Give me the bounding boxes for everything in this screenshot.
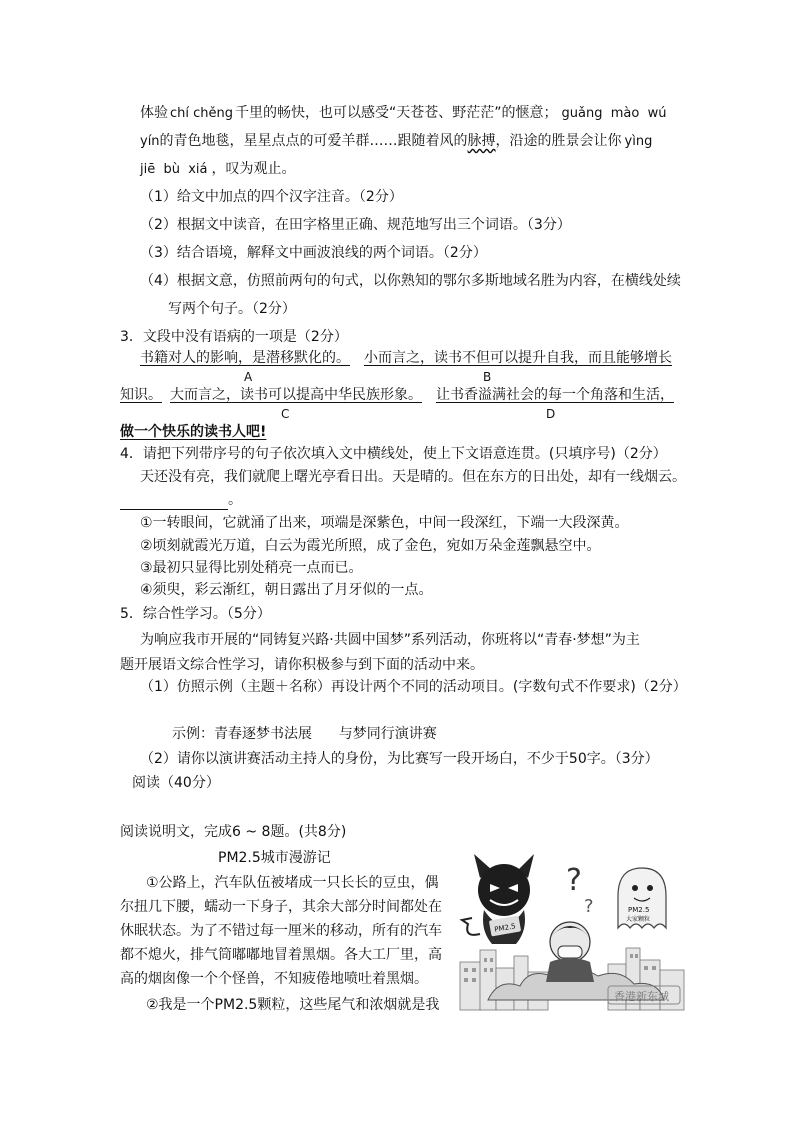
watermark-text: 香港新东城 (614, 990, 669, 1003)
q3-label-c: C (281, 407, 290, 421)
q2-text: 的青色地毯，星星点点的可爱羊群……跟随着风的 (159, 133, 468, 149)
q5-intro-1: 为响应我市开展的“同铸复兴路·共圆中国梦”系列活动，你班将以“青春·梦想”为主 (140, 632, 640, 648)
q2-text: ，沿途的胜景会让你 (495, 133, 622, 149)
devil-head (478, 864, 530, 916)
ghost-eye-left (632, 885, 638, 891)
q4-option-1: ①一转眼间，它就涌了出来，项端是深紫色，中间一段深红，下端一大段深黄。 (140, 515, 629, 531)
q3-option-c: 大而言之，读书可以提高中华民族形象。 (170, 387, 422, 403)
pinyin: yìng (624, 134, 653, 149)
question-mark-icon: ? (584, 896, 594, 917)
q5-item-2: （2）请你以演讲赛活动主持人的身份，为比赛写一段开场白，不少于50字。（3分） (140, 751, 659, 767)
q3-option-d-part1: 让书香溢满社会的每一个角落和生活， (436, 387, 674, 403)
q5-item-1: （1）仿照示例（主题＋名称）再设计两个不同的活动项目。(字数句式不作要求)（2分） (140, 679, 687, 695)
person-body (546, 958, 594, 982)
ghost-tag-2: 大家颗粒 (626, 916, 651, 923)
q3-line-2 (120, 385, 674, 405)
devil-tag: PM2.5 (493, 922, 517, 934)
p2-line-1: ②我是一个PM2.5颗粒，这些尾气和浓烟就是我 (146, 997, 440, 1013)
q4-option-2: ②顷刻就霞光万道，白云为霞光所照，成了金色，宛如万朵金莲飘悬空中。 (140, 538, 601, 554)
q3-stem: 3．文段中没有语病的一项是（2分） (120, 329, 348, 345)
article-title: PM2.5城市漫游记 (218, 850, 331, 866)
pinyin: jiē bù xiá (140, 162, 208, 177)
q3-option-d-part2: 做一个快乐的读书人吧! (120, 424, 267, 440)
q2-item-4-cont: 写两个句子。（2分） (168, 301, 296, 317)
reading-section-title: 阅读（40分） (132, 775, 220, 791)
q2-item-3: （3）结合语境，解释文中画波浪线的两个词语。（2分） (140, 245, 487, 261)
q2-passage-line-3 (140, 159, 296, 180)
q2-text: 千里的畅快，也可以感受“天苍苍、野茫茫”的惬意； (235, 105, 558, 121)
pinyin: yín (140, 134, 160, 149)
q4-stem: 4．请把下列带序号的句子依次填入文中横线处，使上下文语意连贯。(只填序号)（2分） (120, 446, 667, 462)
devil-tail (462, 918, 480, 935)
p1-line-3: 休眠状态。为了不错过每一厘米的移动，所有的汽车 (120, 923, 442, 939)
q2-item-4: （4）根据文意，仿照前两句的句式，以你熟知的鄂尔多斯地域名胜为内容，在横线处续 (140, 273, 681, 289)
question-mark-icon: ? (566, 863, 582, 898)
q2-passage-line-2 (140, 131, 652, 152)
q3-label-a: A (244, 370, 253, 384)
q4-passage: 天还没有亮，我们就爬上曙光亭看日出。天是晴的。但在东方的日出处，却有一线烟云。 (140, 469, 686, 485)
q2-item-1: （1）给文中加点的四个汉字注音。（2分） (140, 189, 403, 205)
q3-line-1 (140, 348, 672, 368)
p1-line-5: 高的烟囱像一个个怪兽，不知疲倦地喷吐着黑烟。 (120, 971, 428, 987)
p1-line-4: 都不熄火，排气筒嘟嘟地冒着黑烟。各大工厂里，高 (120, 947, 442, 963)
q4-option-4: ④须臾，彩云渐红，朝日露出了月牙似的一点。 (140, 582, 433, 598)
ghost-eye-right (647, 885, 653, 891)
answer-blank[interactable] (120, 495, 228, 510)
person-mask (558, 946, 582, 958)
q3-line-3 (120, 422, 266, 442)
p1-line-2: 尔扭几下腰，蠕动一下身子，其余大部分时间都处在 (120, 899, 442, 915)
q5-intro-2: 题开展语文综合性学习，请你积极参与到下面的活动中来。 (120, 657, 484, 673)
q3-option-b-part2: 知识。 (120, 387, 162, 403)
q5-example: 示例：青春逐梦书法展 与梦同行演讲赛 (172, 726, 437, 742)
q5-stem: 5．综合性学习。（5分） (120, 606, 271, 622)
q4-option-3: ③最初只显得比别处稍亮一点而已。 (140, 560, 363, 576)
pinyin: guǎng mào wú (561, 106, 667, 121)
p1-line-1: ①公路上，汽车队伍被堵成一只长长的豆虫，偶 (146, 875, 439, 891)
q2-item-2: （2）根据文中读音，在田字格里正确、规范地写出三个词语。（3分） (140, 217, 571, 233)
reading-instruction: 阅读说明文，完成6 ~ 8题。(共8分) (120, 824, 347, 840)
q3-label-d: D (546, 407, 556, 421)
q3-option-b-part1: 小而言之，读书不但可以提升自我，而且能够增长 (364, 350, 672, 366)
q4-blank-end: 。 (228, 492, 242, 508)
q4-blank-line (120, 490, 242, 510)
q2-passage-line-1 (140, 103, 666, 124)
q2-text: ，叹为观止。 (211, 161, 296, 177)
ghost-tag-1: PM2.5 (628, 906, 650, 914)
q3-label-b: B (483, 370, 492, 384)
pinyin: chí chěng (170, 106, 234, 121)
pm25-cartoon (458, 850, 686, 1012)
q3-option-a: 书籍对人的影响，是潜移默化的。 (140, 350, 350, 366)
wavy-word: 脉搏 (467, 133, 496, 149)
q2-text: 体验 (140, 105, 168, 121)
